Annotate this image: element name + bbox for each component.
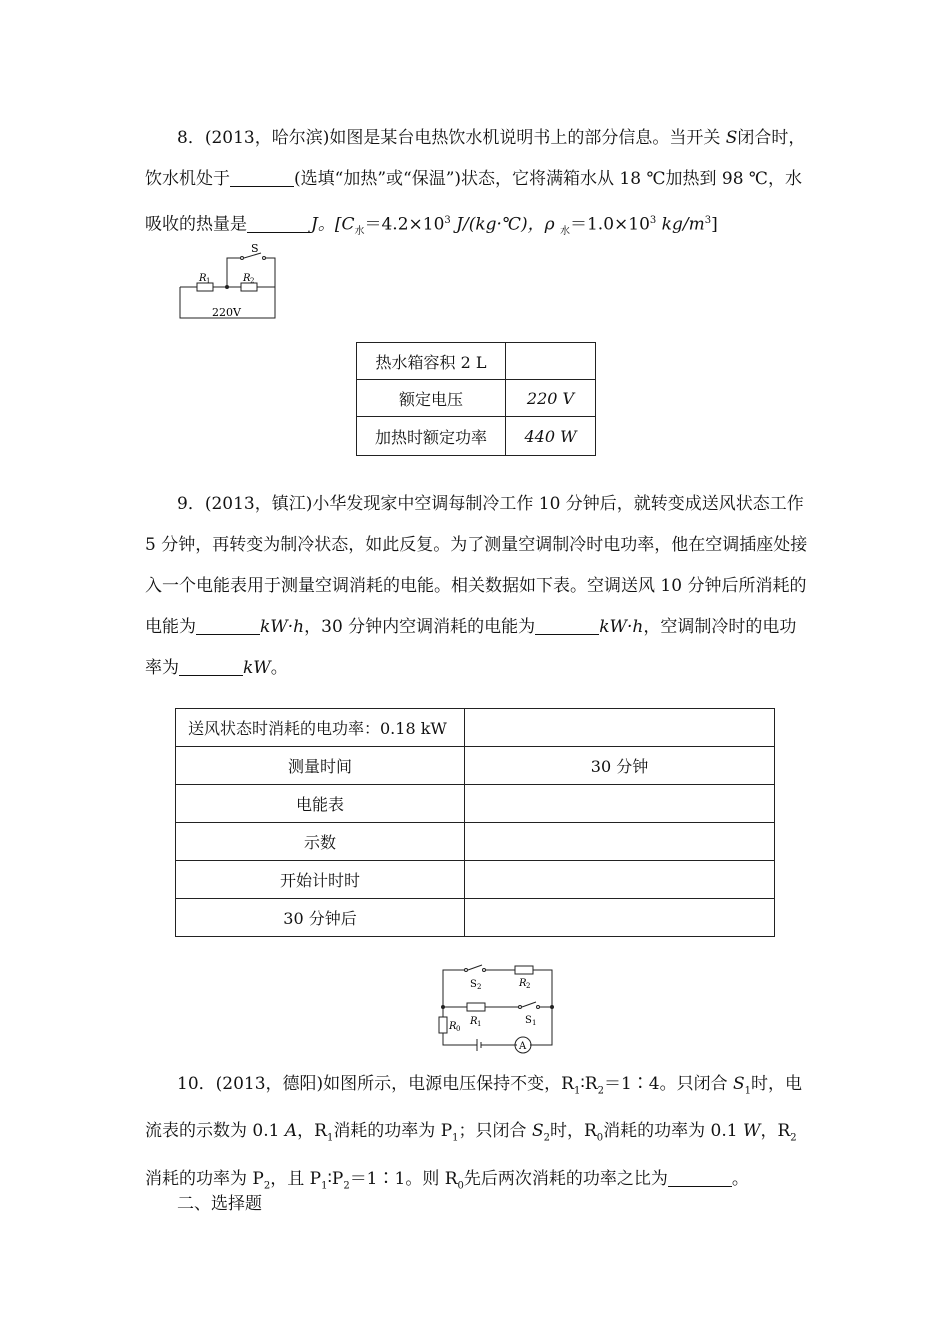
resistor-label-r0: R bbox=[449, 1021, 457, 1032]
voltage-label: 220V bbox=[212, 306, 241, 319]
q8-spec-table: 热水箱容积 2 L 额定电压 220 V 加热时额定功率 440 W bbox=[356, 342, 596, 456]
question-source: (2013，镇江) bbox=[204, 494, 313, 514]
q9-data-table: 送风状态时消耗的电功率：0.18 kW 测量时间 30 分钟 电能表 示数 开始计时时 30 分钟后 bbox=[175, 708, 775, 937]
answer-blank[interactable] bbox=[196, 618, 260, 635]
svg-text:1: 1 bbox=[206, 277, 211, 285]
resistor-label-r2: R bbox=[519, 978, 527, 989]
switch-label-s1: S bbox=[525, 1015, 532, 1026]
svg-text:1: 1 bbox=[532, 1019, 537, 1027]
resistor-label-r1: R bbox=[470, 1016, 478, 1027]
resistor-label-r1: R bbox=[199, 273, 207, 284]
question-number: 10． bbox=[177, 1074, 216, 1094]
switch-label-s2: S bbox=[470, 979, 477, 990]
svg-text:2: 2 bbox=[526, 982, 531, 990]
answer-blank[interactable] bbox=[247, 216, 311, 233]
q8-circuit-diagram bbox=[175, 240, 285, 325]
question-10: 10．(2013，德阳)如图所示，电源电压保持不变，$R_1∶R_2=1∶4$。只闭合 $S_1$时，电流表的示数为 0.1 A，$R_1$消耗的功率为 $P_1$；只闭合 $S_2$时，$R_0$消耗的功率为 0.1 W，$R_2$消耗的功率为 $P_2$，且 $P_1∶P_2=1∶1$。则 $R_0$先后两次消耗的功率之比为 。 bbox=[145, 1074, 803, 1192]
resistor-label-r2: R bbox=[243, 273, 251, 284]
svg-text:2: 2 bbox=[250, 277, 255, 285]
switch-label-s: S bbox=[251, 242, 259, 255]
question-number: 8． bbox=[177, 128, 205, 148]
svg-text:1: 1 bbox=[477, 1020, 482, 1028]
question-8: 8．(2013，哈尔滨)如图是某台电热饮水机说明书上的部分信息。当开关 S闭合时，饮水机处于 (选填“加热”或“保温”)状态，它将满箱水从 18 ℃加热到 98 ℃，水吸收的热量是 J。[$C_水=4.2\times 10^3$ J/(kg·℃)，ρ $_水=1.0\times 10^3$ $kg/m^3$] bbox=[145, 128, 806, 238]
answer-blank[interactable] bbox=[179, 659, 243, 676]
q10-circuit-diagram bbox=[435, 960, 560, 1060]
svg-text:0: 0 bbox=[456, 1025, 461, 1033]
svg-text:2: 2 bbox=[477, 983, 482, 991]
question-source: (2013，德阳) bbox=[215, 1074, 324, 1094]
question-number: 9． bbox=[177, 494, 205, 514]
question-9: 9．(2013，镇江)小华发现家中空调每制冷工作 10 分钟后，就转变成送风状态工作 5 分钟，再转变为制冷状态，如此反复。为了测量空调制冷时电功率，他在空调插座处接入一个电能表用于测量空调消耗的电能。相关数据如下表。空调送风 10 分钟后所消耗的电能为 kW·h，30 分钟内空调消耗的电能为 kW·h，空调制冷时的电功率为 kW。 bbox=[145, 494, 808, 678]
answer-blank[interactable] bbox=[535, 618, 599, 635]
ammeter-icon: A bbox=[519, 1041, 527, 1052]
question-source: (2013，哈尔滨) bbox=[204, 128, 330, 148]
section-heading: 二、选择题 bbox=[177, 1194, 262, 1214]
answer-blank[interactable] bbox=[230, 170, 294, 187]
